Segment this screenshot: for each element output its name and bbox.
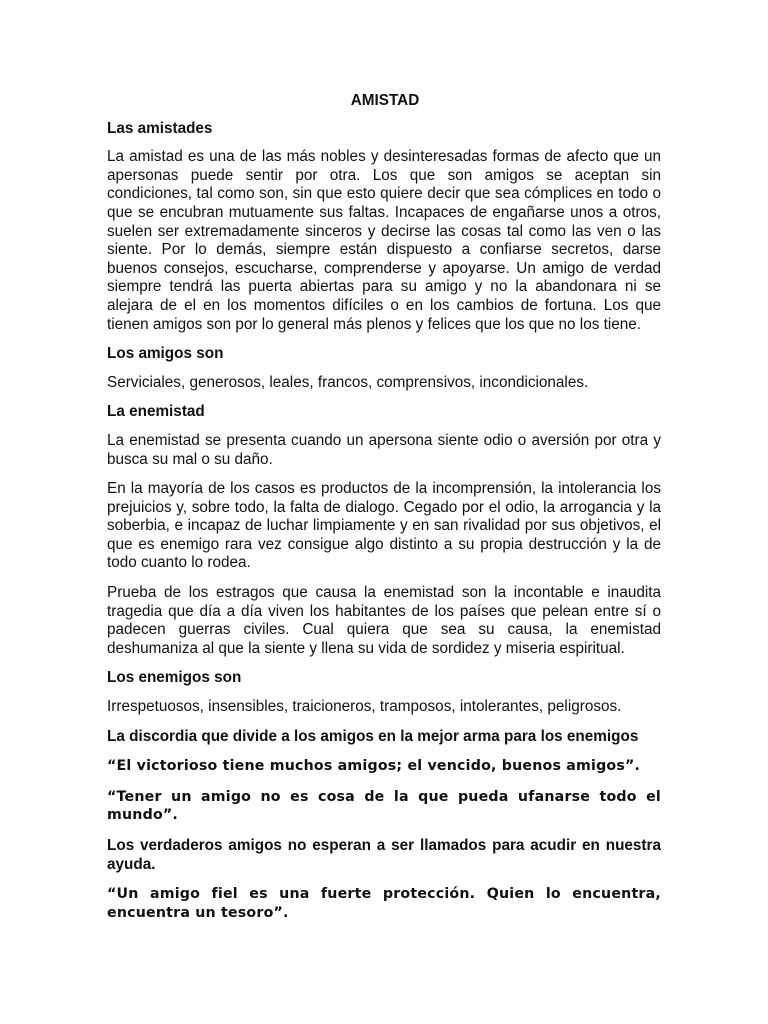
document-title: AMISTAD — [350, 92, 420, 109]
paragraph-enemistad-2: En la mayoría de los casos es productos de la incomprensión, la intolerancia los prejuicios y, sobre todo, la falta de dialogo. Cegado por el odio, la arrogancia y la soberbia, e incapaz de luchar limpiamente y en san rivalidad por sus objetivos, el que es enemigo rara vez consigue algo distinto a su propia destrucción y la de todo cuanto lo rodea. — [107, 480, 661, 572]
paragraph-amistad: La amistad es una de las más nobles y desinteresadas formas de afecto que un apersonas puede sentir por otra. Los que son amigos se aceptan sin condiciones, tal como son, sin que esto quiere decir que sea cómplices en todo o que se encubran mutuamente sus faltas. Incapaces de engañarse unos a otros, suelen ser extremadamente sinceros y decirse las cosas tal como las ven o las siente. Por lo demás, siempre están dispuesto a confiarse secretos, darse buenos consejos, escucharse, comprenderse y apoyarse. Un amigo de verdad siempre tendrá las puerta abiertas para su amigo y no la abandonara ni se alejara de el en los momentos difíciles o en los cambios de fortuna. Los que tienen amigos son por lo general más plenos y felices que los que no los tiene. — [107, 148, 661, 333]
heading-amigos-son: Los amigos son — [107, 345, 224, 363]
paragraph-enemigos-cualidades: Irrespetuosos, insensibles, traicioneros, tramposos, intolerantes, peligrosos. — [107, 698, 622, 716]
heading-amistades: Las amistades — [107, 119, 213, 137]
paragraph-enemistad-3: Prueba de los estragos que causa la enemistad son la incontable e inaudita tragedia que día a día viven los habitantes de los países que pelean entre sí o padecen guerras civiles. Cual quiera que sea su causa, la enemistad deshumaniza al que la siente y llena su vida de sordidez y miseria espiritual. — [107, 584, 661, 657]
saying-verdaderos-amigos: Los verdaderos amigos no esperan a ser llamados para acudir en nuestra ayuda. — [107, 837, 661, 873]
document-body — [107, 92, 661, 934]
quote-victorioso: “El victorioso tiene muchos amigos; el vencido, buenos amigos”. — [107, 758, 641, 775]
quote-tener-amigo: “Tener un amigo no es cosa de la que pueda ufanarse todo el mundo”. — [107, 788, 661, 824]
paragraph-amigos-cualidades: Serviciales, generosos, leales, francos, comprensivos, incondicionales. — [107, 373, 589, 391]
heading-enemistad: La enemistad — [107, 403, 205, 421]
heading-enemigos-son: Los enemigos son — [107, 669, 242, 687]
saying-discordia: La discordia que divide a los amigos en la mejor arma para los enemigos — [107, 727, 639, 745]
quote-amigo-fiel: “Un amigo fiel es una fuerte protección. Quien lo encuentra, encuentra un tesoro”. — [107, 886, 661, 921]
paragraph-enemistad-1: La enemistad se presenta cuando un apersona siente odio o aversión por otra y busca su mal o su daño. — [107, 431, 661, 468]
